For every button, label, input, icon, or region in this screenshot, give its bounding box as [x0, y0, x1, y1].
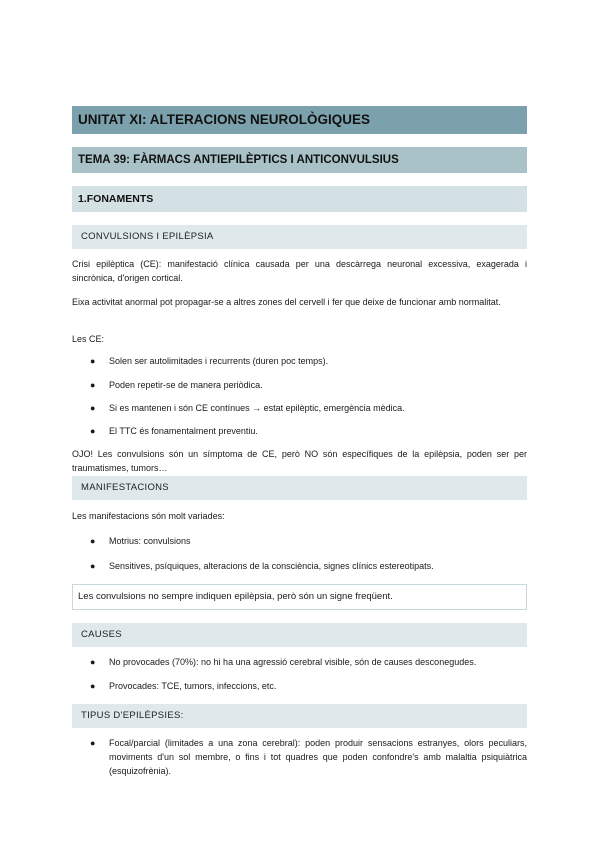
list-item: ● Focal/parcial (limitades a una zona cerebral): poden produir sensacions estranyes, olors peculiars, moviments d'un sol membre, o fins i tot quadres que poden confondre's amb malaltia psiquiàtrica (esquizofrènia). [90, 738, 527, 776]
bullet-icon: ● [90, 657, 96, 667]
bullet-icon: ● [90, 561, 96, 571]
list-item: ● Poden repetir-se de manera periòdica. [90, 380, 263, 390]
causes-heading: CAUSES [72, 623, 527, 647]
bullet-icon: ● [90, 681, 96, 691]
bullet-icon: ● [90, 380, 96, 390]
list-item: ● No provocades (70%): no hi ha una agressió cerebral visible, són de causes desconegudes. [90, 657, 477, 667]
note-box: Les convulsions no sempre indiquen epilèpsia, però són un signe freqüent. [72, 584, 527, 610]
list-item: ● Motrius: convulsions [90, 536, 191, 546]
convulsions-paragraph-3: Les CE: [72, 334, 105, 344]
section-title: 1.FONAMENTS [72, 186, 527, 212]
convulsions-paragraph-2: Eixa activitat anormal pot propagar-se a altres zones del cervell i fer que deixe de funcionar amb normalitat. [72, 297, 501, 307]
unit-title: UNITAT XI: ALTERACIONS NEUROLÒGIQUES [72, 106, 527, 134]
bullet-icon: ● [90, 536, 96, 546]
list-item: ● El TTC és fonamentalment preventiu. [90, 426, 258, 436]
list-item: ● Solen ser autolimitades i recurrents (duren poc temps). [90, 356, 329, 366]
bullet-icon: ● [90, 426, 96, 436]
tipus-heading: TIPUS D'EPILÈPSIES: [72, 704, 527, 728]
convulsions-paragraph-4: OJO! Les convulsions són un símptoma de CE, però NO són específiques de la epilèpsia, poden ser per traumatismes, tumors… [72, 449, 527, 473]
convulsions-heading: CONVULSIONS I EPILÈPSIA [72, 225, 527, 249]
manifestacions-heading: MANIFESTACIONS [72, 476, 527, 500]
manifestacions-intro: Les manifestacions són molt variades: [72, 511, 225, 521]
convulsions-paragraph-1: Crisi epilèptica (CE): manifestació clínica causada per una descàrrega neuronal excessiva, exagerada i sincrònica, d'origen cortical. [72, 259, 527, 283]
list-item: ● Si es mantenen i són CE contínues → estat epilèptic, emergència mèdica. [90, 403, 405, 413]
bullet-icon: ● [90, 403, 96, 413]
list-item: ● Sensitives, psíquiques, alteracions de la consciència, signes clínics estereotipats. [90, 561, 434, 571]
bullet-icon: ● [90, 356, 96, 366]
topic-title: TEMA 39: FÀRMACS ANTIEPILÈPTICS I ANTICONVULSIUS [72, 147, 527, 173]
list-item: ● Provocades: TCE, tumors, infeccions, etc. [90, 681, 277, 691]
bullet-icon: ● [90, 738, 96, 748]
